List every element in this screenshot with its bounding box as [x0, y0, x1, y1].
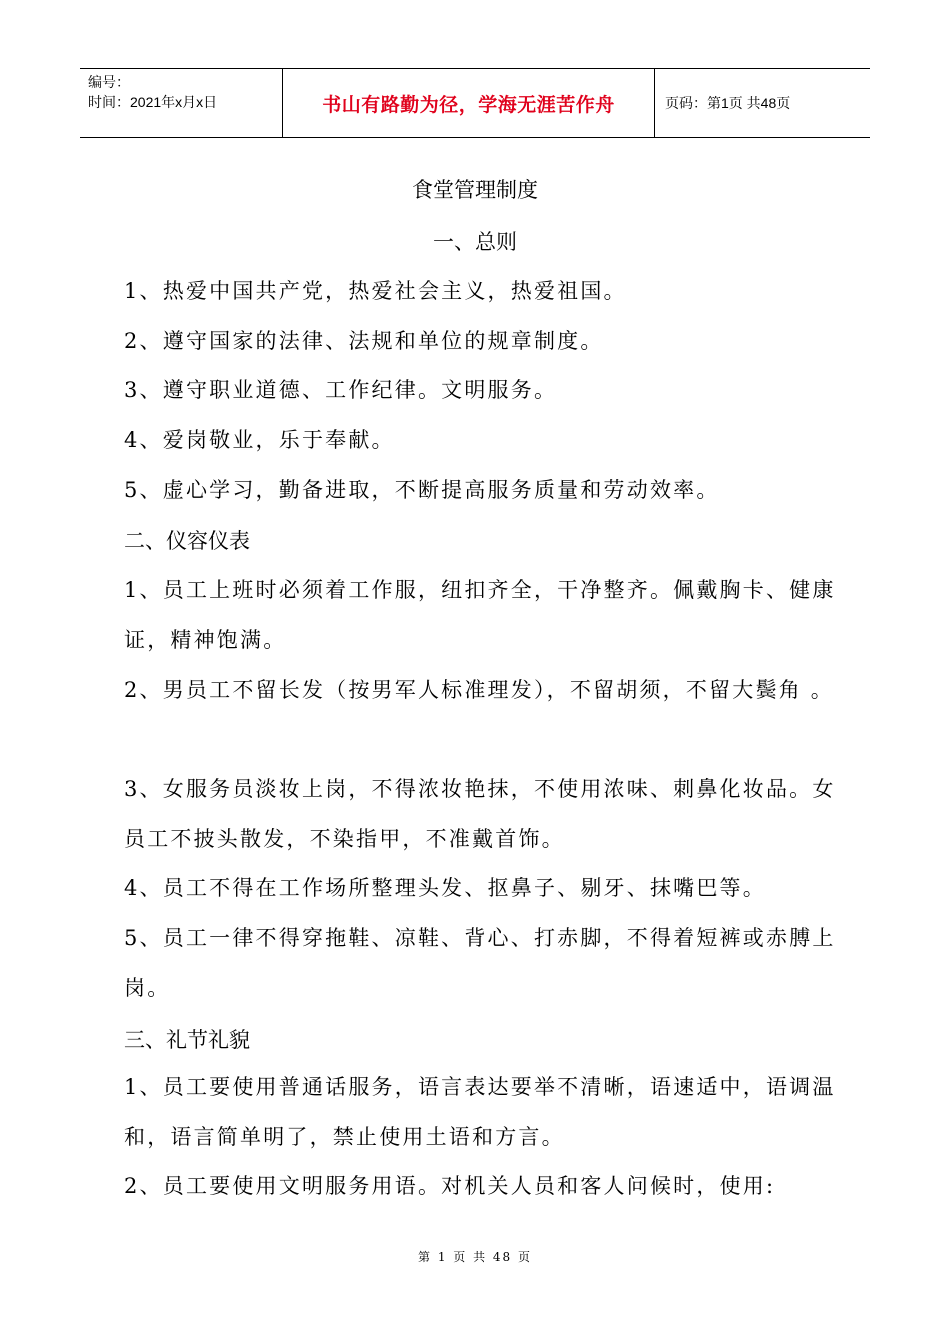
header-left-cell	[80, 69, 283, 137]
list-item: 2、员工要使用文明服务用语。对机关人员和客人问候时，使用:	[124, 1174, 776, 1198]
header-table	[80, 68, 870, 138]
date-label: 时间：2021年x月x日	[88, 94, 218, 110]
header-page-info: 页码：第1页 共48页	[665, 95, 791, 111]
header-motto: 书山有路勤为径，学海无涯苦作舟	[283, 69, 655, 137]
list-item: 5、员工一律不得穿拖鞋、凉鞋、背心、打赤脚，不得着短裤或赤膊上岗。	[124, 926, 836, 1000]
list-item: 4、爱岗敬业，乐于奉献。	[124, 428, 395, 452]
list-item: 1、热爱中国共产党，热爱社会主义，热爱祖国。	[124, 279, 627, 303]
section-heading-appearance: 二、仪容仪表	[124, 529, 250, 553]
list-item: 1、员工要使用普通话服务，语言表达要举不清晰，语速适中，语调温和，语言简单明了，禁止使用土语和方言。	[124, 1075, 836, 1149]
list-item: 3、遵守职业道德、工作纪律。文明服务。	[124, 378, 558, 402]
list-item: 3、女服务员淡妆上岗，不得浓妆艳抹，不使用浓味、刺鼻化妆品。女员工不披头散发，不染指甲，不准戴首饰。	[124, 777, 836, 851]
list-item: 5、虚心学习，勤备进取，不断提高服务质量和劳动效率。	[124, 478, 720, 502]
section-heading-general: 一、总则	[433, 230, 517, 254]
document-title: 食堂管理制度	[412, 178, 538, 202]
list-item: 4、员工不得在工作场所整理头发、抠鼻子、剔牙、抹嘴巴等。	[124, 876, 766, 900]
page-footer: 第 1 页 共 48 页	[418, 1250, 532, 1264]
number-label: 编号：	[88, 74, 130, 90]
list-item: 2、遵守国家的法律、法规和单位的规章制度。	[124, 329, 604, 353]
list-item: 1、员工上班时必须着工作服，纽扣齐全，干净整齐。佩戴胸卡、健康证，精神饱满。	[124, 578, 836, 652]
list-item: 2、男员工不留长发（按男军人标准理发），不留胡须，不留大鬓角 。	[124, 678, 834, 702]
section-heading-etiquette: 三、礼节礼貌	[124, 1028, 250, 1052]
